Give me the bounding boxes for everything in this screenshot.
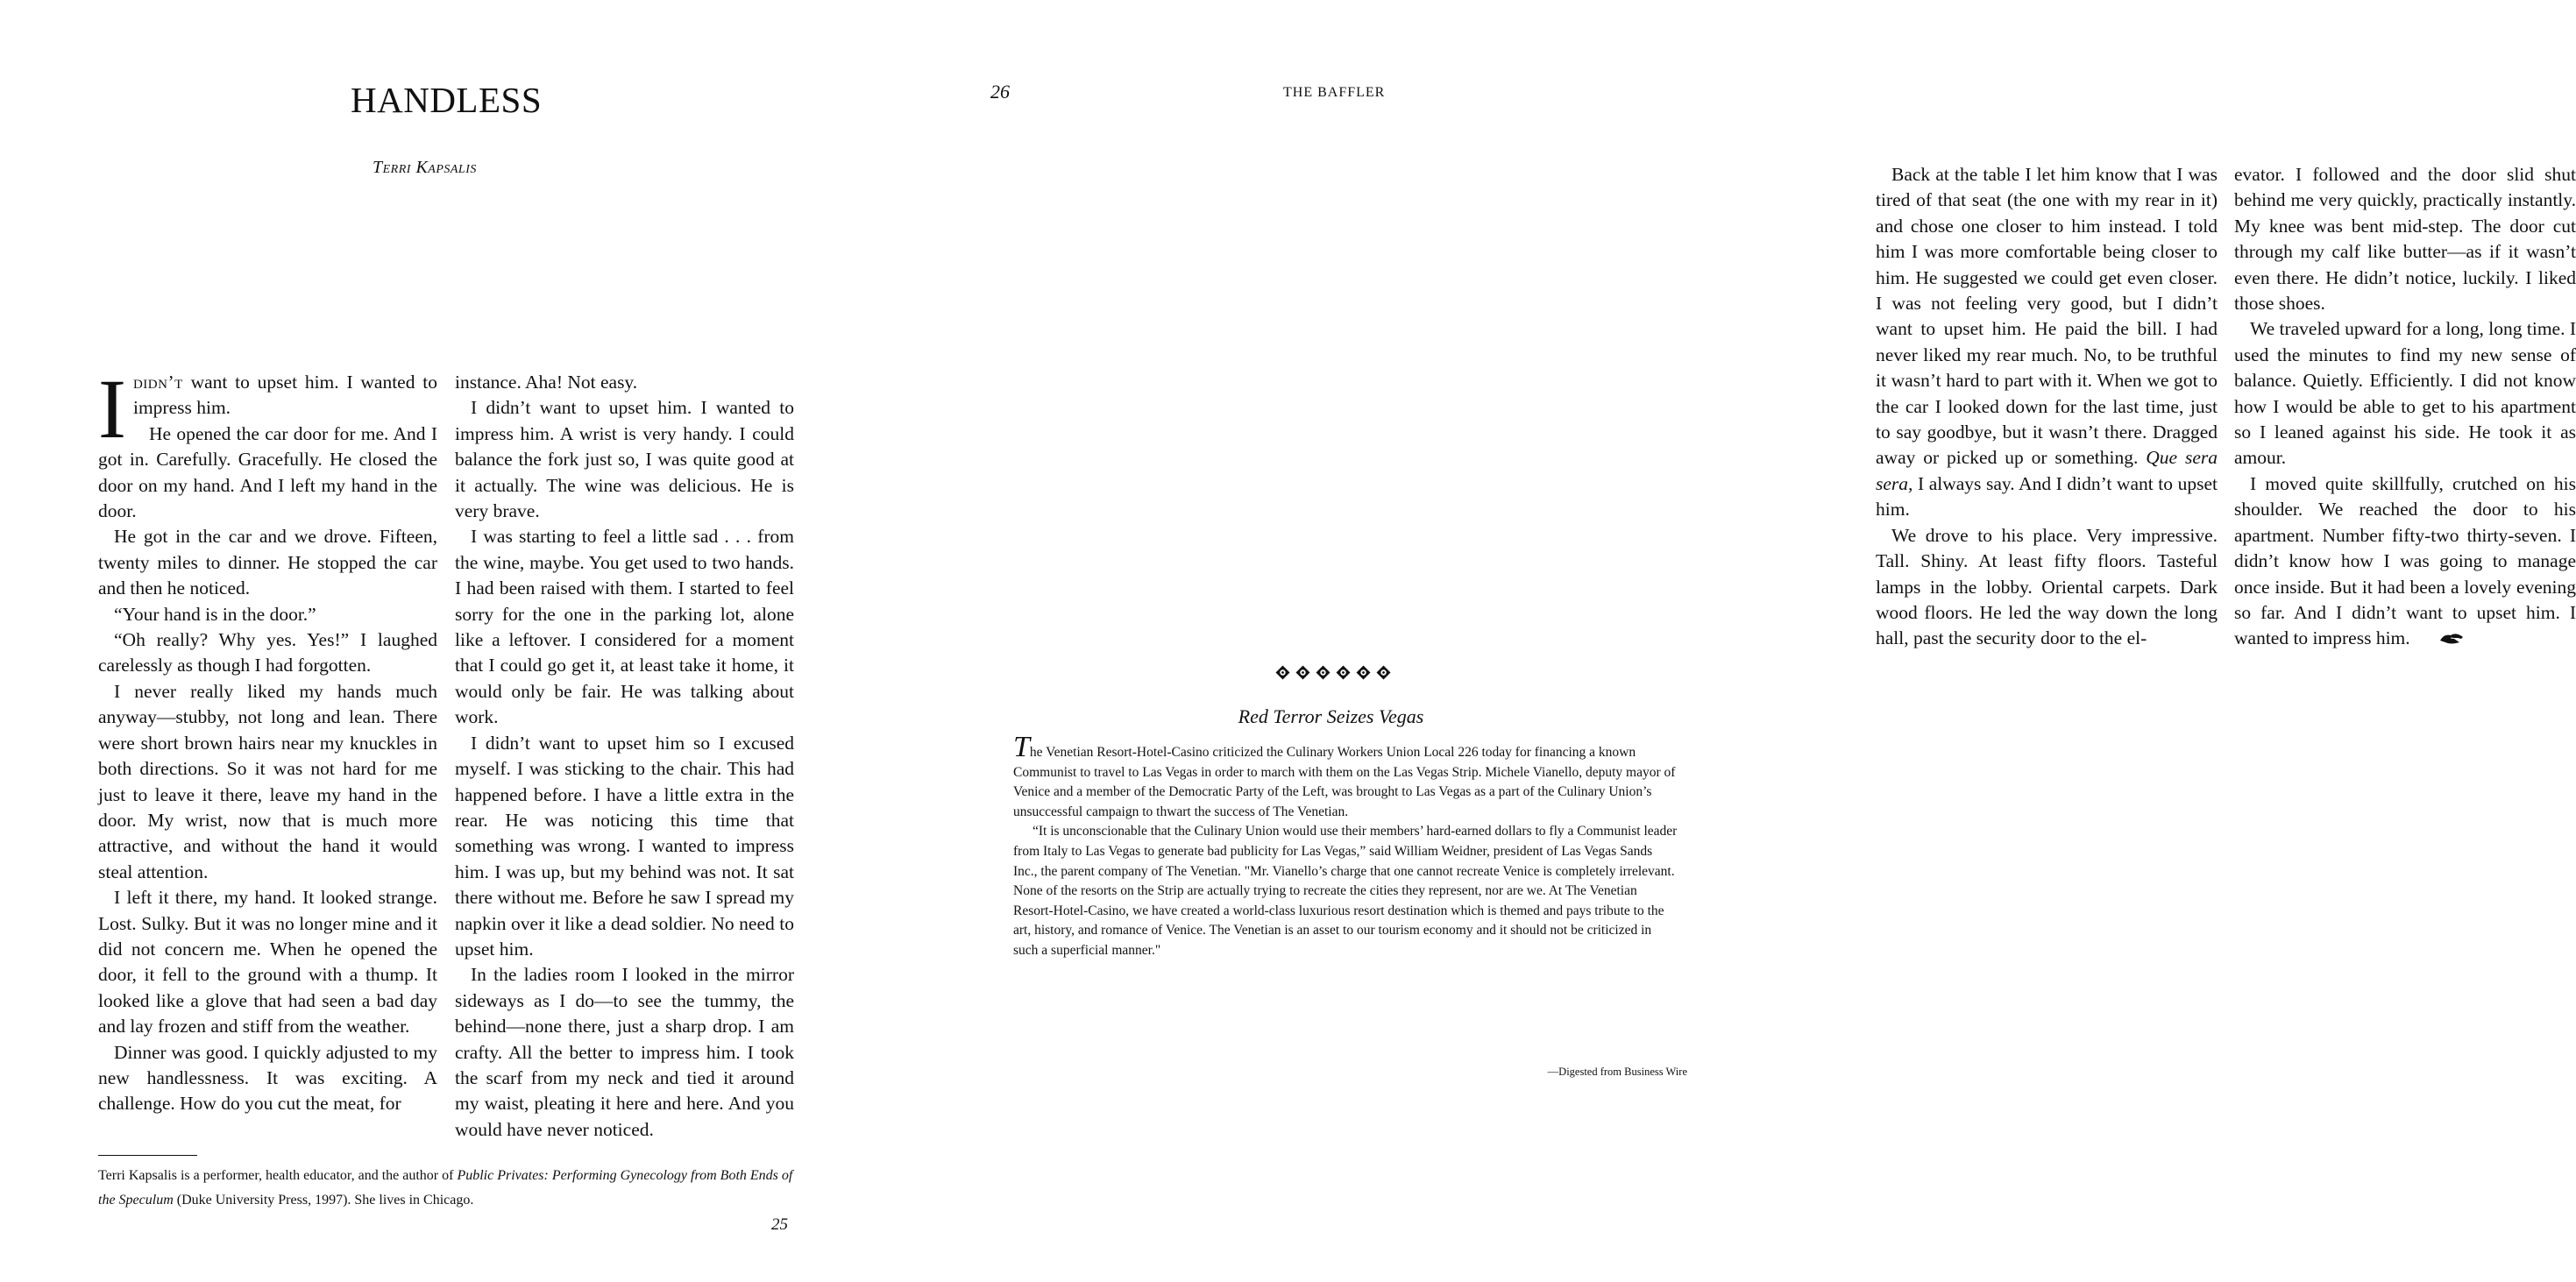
- paragraph: I moved quite skillfully, crutched on his shoulder. We reached the door to his apartment. Number fifty-two thirty-seven. I didn’t know how I was going to manage once inside. But it had been a lovely evening so far. And I didn’t want to upset him. I wanted to impress him.: [2234, 471, 2576, 653]
- paragraph: I didn’t want to upset him so I excused myself. I was sticking to the chair. This had happened before. I have a little extra in the rear. He was noticing this time that something was wrong. I wanted to impress him. I was up, but my behind was not. It sat there without me. Before he saw I spread my napkin over it like a dead soldier. No need to upset him.: [455, 732, 794, 960]
- right-page: [887, 0, 2576, 1282]
- paragraph: “Your hand is in the door.”: [114, 603, 316, 625]
- page-number: 25: [771, 1215, 788, 1234]
- author-footnote: Terri Kapsalis is a performer, health educator, and the author of Public Privates: Performing Gynecology from Both Ends of the Speculum (Duke University Press, 1997). She lives in Chicago.: [98, 1168, 793, 1208]
- paragraph: I never really liked my hands much anyway—stubby, not long and lean. There were short brown hairs near my knuckles in both directions. So it was not hard for me just to leave it there, leave my hand in the door. My wrist, now that is much more attractive, and without the hand it would steal attention.: [98, 680, 437, 882]
- sidebar-source: —Digested from Business Wire: [1547, 1066, 1687, 1078]
- footnote-rule: [98, 1155, 197, 1156]
- initial-letter: T: [1013, 731, 1030, 763]
- paragraph: “Oh really? Why yes. Yes!” I laughed carelessly as though I had forgotten.: [98, 629, 437, 676]
- right-column-1: [1876, 162, 2218, 652]
- paragraph: In the ladies room I looked in the mirror sideways as I do—to see the tummy, the behind—none there, just a sharp drop. I am crafty. All the better to impress him. I took the scarf from my neck and tied it around my waist, pleating it here and here. And you would have never noticed.: [455, 964, 794, 1140]
- diamond-flower-icon: [1316, 665, 1331, 680]
- left-column-1: [98, 362, 437, 1117]
- left-column-2: [455, 370, 794, 1143]
- paragraph: I was starting to feel a little sad . . . from the wine, maybe. You get used to two hands. I had been raised with them. I started to feel sorry for the one in the parking lot, alone like a leftover. I considered for a moment that I could go get it, at least take it home, it would only be fair. He was talking about work.: [455, 526, 794, 728]
- right-column-2: [2234, 162, 2576, 653]
- left-page: [0, 0, 887, 1282]
- paragraph: He got in the car and we drove. Fifteen, twenty miles to dinner. He stopped the car and then he noticed.: [98, 526, 437, 599]
- diamond-flower-icon: [1275, 665, 1290, 680]
- section-divider: [1275, 665, 1391, 680]
- diamond-flower-icon: [1356, 665, 1371, 680]
- paragraph: The Venetian Resort-Hotel-Casino criticized the Culinary Workers Union Local 226 today for financing a known Communist to travel to Las Vegas in order to march with them on the Las Vegas Strip. Michele Vianello, deputy mayor of Venice and a member of the Democratic Party of the Left, was brought to Las Vegas as a part of the Culinary Union’s unsuccessful campaign to thwart the success of The Venetian.: [1013, 731, 1676, 819]
- sidebar-text: [1013, 731, 1679, 961]
- paragraph: evator. I followed and the door slid shut behind me very quickly, practically instantly. My knee was bent mid-step. The door cut through my calf like butter—as if it wasn’t even there. He didn’t notice, luckily. I liked those shoes.: [2234, 164, 2576, 315]
- sidebar-heading: Red Terror Seizes Vegas: [1238, 705, 1424, 727]
- paragraph: We drove to his place. Very impressive. Tall. Shiny. At least fifty floors. Tasteful lamps in the lobby. Oriental carpets. Dark wood floors. He led the way down the long hall, past the security door to the el-: [1876, 524, 2218, 649]
- diamond-flower-icon: [1376, 665, 1391, 680]
- hand-ornament-icon: [2423, 627, 2465, 653]
- running-head: THE BAFFLER: [1283, 85, 1386, 100]
- diamond-flower-icon: [1295, 665, 1310, 680]
- paragraph: “It is unconscionable that the Culinary Union would use their members’ hard-earned dollars to fly a Communist leader from Italy to Las Vegas to generate bad publicity for Las Vegas,” said William Weidner, president of Las Vegas Sands Inc., the parent company of The Venetian. "Mr. Vianello’s charge that one cannot recreate Venice is completely irrelevant. None of the resorts on the Strip are actually trying to recreate the cities they represent, nor are we. At The Venetian Resort-Hotel-Casino, we have created a world-class luxurious resort destination which is themed and pays tribute to the art, history, and romance of Venice. The Venetian is an asset to our tourism economy and it should not be criticized in such a superficial manner.": [1013, 824, 1678, 958]
- paragraph: He opened the car door for me. And I got in. Carefully. Gracefully. He closed the door on my hand. And I left my hand in the door.: [98, 422, 437, 522]
- paragraph: I left it there, my hand. It looked strange. Lost. Sulky. But it was no longer mine and it did not concern me. When he opened the door, it fell to the ground with a thump. It looked like a glove that had seen a bad day and lay frozen and stiff from the weather.: [98, 887, 437, 1038]
- paragraph: Dinner was good. I quickly adjusted to my new handlessness. It was exciting. A challenge. How do you cut the meat, for: [98, 1041, 437, 1115]
- paragraph: Back at the table I let him know that I was tired of that seat (the one with my rear in it) and chose one closer to him instead. I told him I was more comfortable being closer to him. He suggested we could get even closer. I was not feeling very good, but I didn’t want to upset him. He paid the bill. I had never liked my rear much. No, to be truthful it wasn’t hard to part with it. When we got to the car I looked down for the last time, just to say goodbye, but it wasn’t there. Dragged away or picked up or something. Que sera sera, I always say. And I didn’t want to upset him.: [1876, 164, 2218, 521]
- book-title: Public Privates: Performing Gynecology from Both Ends of the Speculum: [98, 1168, 793, 1208]
- drop-cap: I: [98, 362, 126, 456]
- paragraph: I didn’t want to upset him. I wanted to impress him. A wrist is very handy. I could balance the fork just so, I was quite good at it actually. The wine was delicious. He is very brave.: [455, 397, 794, 522]
- paragraph: Ididn’t want to upset him. I wanted to impress him.: [98, 362, 437, 456]
- author-byline: Terri Kapsalis: [373, 158, 477, 177]
- diamond-flower-icon: [1336, 665, 1351, 680]
- paragraph: instance. Aha! Not easy.: [455, 372, 638, 393]
- story-title: HANDLESS: [351, 80, 543, 120]
- page-number: 26: [990, 81, 1010, 103]
- paragraph: We traveled upward for a long, long time. I used the minutes to find my new sense of balance. Quietly. Efficiently. I did not know how I would be able to get to his apartment so I leaned against his side. He took it as amour.: [2234, 318, 2576, 469]
